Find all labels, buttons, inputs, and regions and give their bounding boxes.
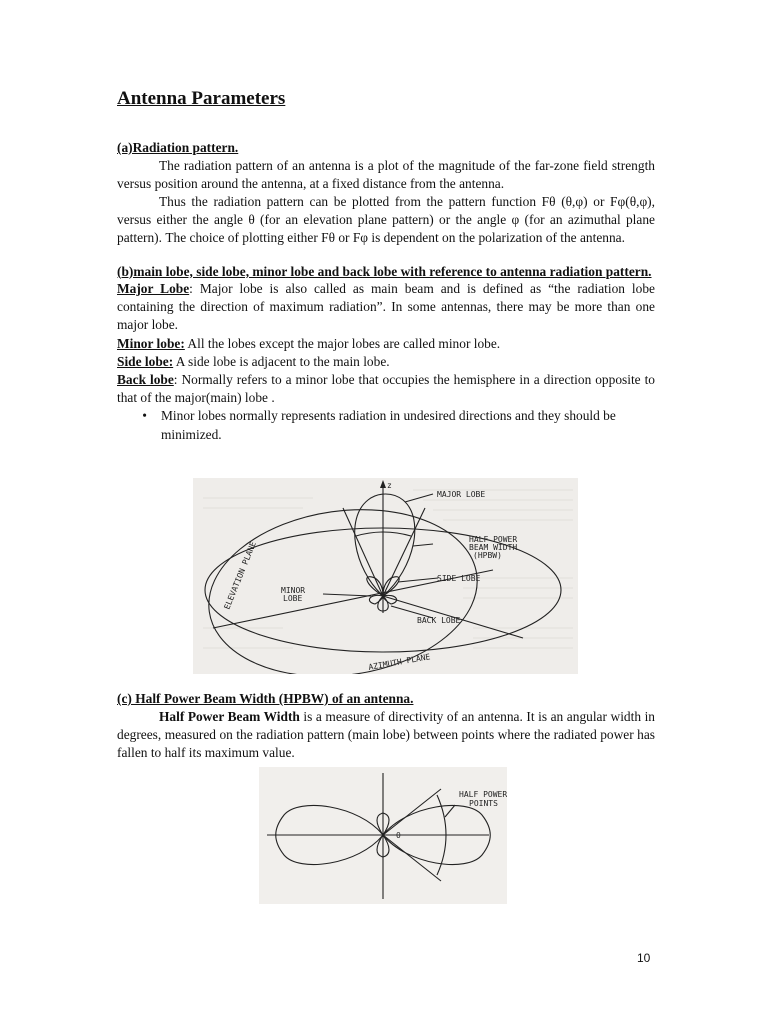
section-a-heading: (a)Radiation pattern. — [117, 140, 239, 155]
major-lobe-label: MAJOR LOBE — [437, 490, 486, 499]
minor-lobe-text: All the lobes except the major lobes are called minor lobe. — [184, 335, 501, 351]
major-lobe-text: : Major lobe is also called as main beam and is defined as “the radiation lobe containing the direction of maximum radiation”. In some antennas, there may be more than one major lobe. — [117, 281, 655, 333]
section-c-heading: (c) Half Power Beam Width (HPBW) of an antenna. — [117, 691, 414, 706]
bullet-text: Minor lobes normally represents radiation in undesired directions and they should be minimized. — [161, 408, 616, 442]
back-lobe-label: BACK LOBE — [417, 616, 461, 625]
section-a-paragraph-2: Thus the radiation pattern can be plotted from the pattern function Fθ (θ,φ) or Fφ(θ,φ), versus either the angle θ (for an elevation plane pattern) or the angle φ (for an azimuthal plane pattern). The choice of plotting either Fθ or Fφ is dependent on the polarization of the antenna. — [117, 193, 655, 246]
section-c — [117, 690, 655, 762]
minor-lobe-label-line1: MINOR — [281, 586, 306, 595]
azimuth-plane-label: AZIMUTH PLANE — [367, 652, 432, 672]
radiation-pattern-figure — [193, 478, 578, 674]
side-lobe-label: SIDE LOBE — [437, 574, 481, 583]
side-lobe-term: Side lobe: — [117, 353, 174, 369]
back-lobe-text: : Normally refers to a minor lobe that occupies the hemisphere in a direction opposite to that of the major(main) lobe . — [117, 372, 655, 406]
z-axis-label: z — [387, 481, 392, 490]
back-lobe-definition — [117, 371, 655, 407]
theta-label: θ — [396, 831, 401, 840]
page-number: 10 — [637, 951, 651, 965]
hpbw-label-line1: HALF POWER — [469, 535, 518, 544]
minor-lobe-label-line2: LOBE — [283, 594, 303, 603]
hpbw-text: is a measure of directivity of an antenna. It is an angular width in degrees, measured on the radiation pattern (main lobe) between points where the radiated power has fallen to half its maximum value. — [117, 708, 655, 760]
hpbw-figure — [259, 767, 507, 904]
major-lobe-definition — [117, 280, 655, 335]
bullet-icon: • — [142, 408, 147, 424]
minor-lobe-term: Minor lobe: — [117, 335, 185, 351]
major-lobe-term: Major Lobe — [117, 281, 190, 297]
elevation-plane-label: ELEVATION PLANE — [222, 540, 258, 611]
side-lobe-text: A side lobe is adjacent to the main lobe. — [173, 353, 390, 369]
section-a-paragraph-1: The radiation pattern of an antenna is a plot of the magnitude of the far-zone field strength versus position around the antenna, at a fixed distance from the antenna. — [117, 157, 655, 191]
section-c-paragraph — [117, 708, 655, 763]
page-title: Antenna Parameters — [117, 88, 286, 109]
section-b-heading: (b)main lobe, side lobe, minor lobe and back lobe with reference to antenna radiation pattern. — [117, 263, 652, 279]
half-power-label-line1: HALF POWER — [459, 790, 507, 799]
hpbw-term: Half Power Beam Width — [159, 708, 300, 724]
side-lobe-definition — [117, 353, 655, 371]
back-lobe-term: Back lobe — [117, 372, 174, 388]
list-item — [117, 407, 655, 443]
hpbw-label-line2: BEAM WIDTH — [469, 543, 518, 552]
minor-lobe-definition — [117, 335, 655, 353]
half-power-label-line2: POINTS — [469, 799, 498, 808]
document-page — [117, 86, 655, 444]
hpbw-label-line3: (HPBW) — [473, 551, 502, 560]
